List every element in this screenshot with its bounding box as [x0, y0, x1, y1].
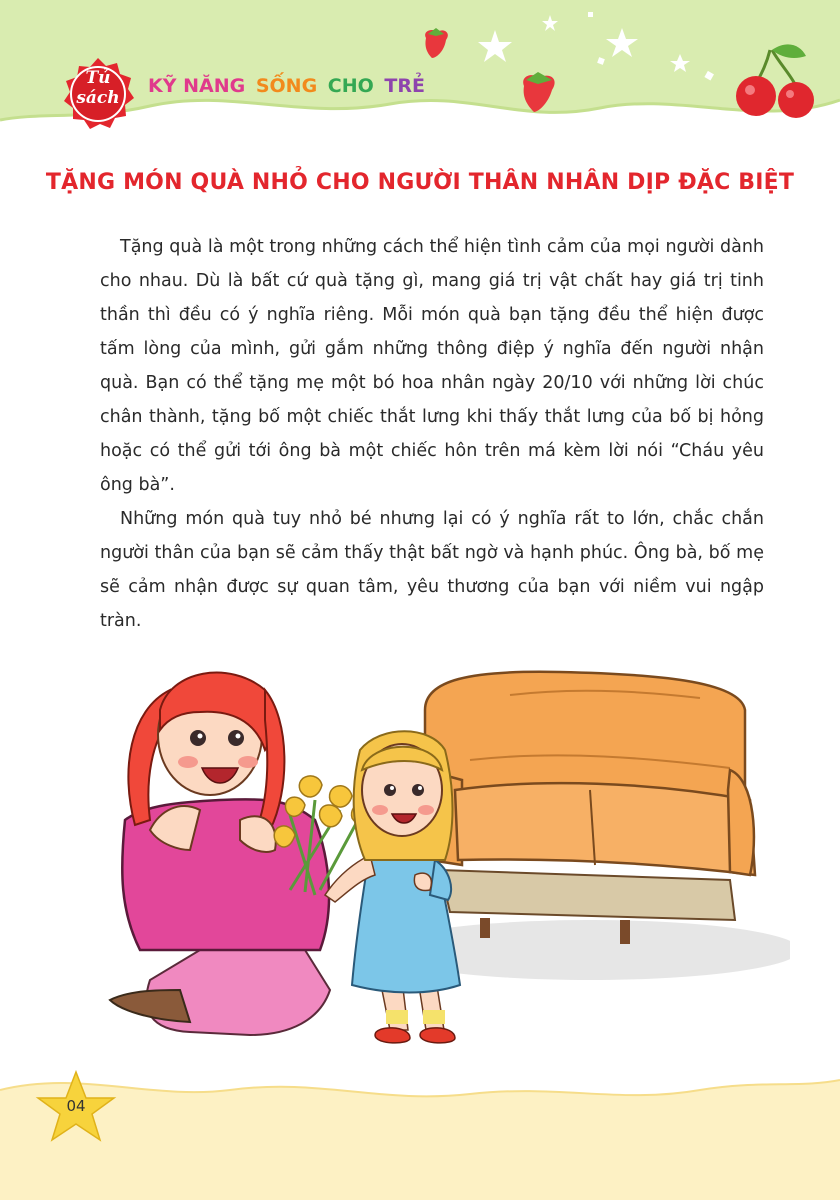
page-title: TẶNG MÓN QUÀ NHỎ CHO NGƯỜI THÂN NHÂN DỊP ĐẶC BIỆT [45, 170, 795, 195]
star-icons [478, 12, 714, 80]
sofa-illustration [414, 672, 755, 944]
series-title-part-1: KỸ NĂNG [148, 75, 246, 97]
series-title [146, 74, 427, 98]
series-badge-label [62, 68, 134, 108]
badge-line-2: sách [76, 88, 120, 108]
strawberry-icon [523, 72, 554, 112]
series-title-part-4: TRẺ [384, 75, 425, 97]
gift-illustration [90, 650, 790, 1070]
mother-illustration [110, 673, 330, 1035]
cherry-icon [736, 44, 814, 118]
page-number: 04 [66, 1097, 86, 1115]
strawberry-icon [425, 28, 448, 58]
paragraph-1: Tặng quà là một trong những cách thể hiện tình cảm của mọi người dành cho nhau. Dù là bất cứ quà tặng gì, mang giá trị vật chất hay giá trị tinh thần thì đều có ý nghĩa riêng. Mỗi món quà bạn tặng đều thể hiện được tấm lòng của mình, gửi gắm những thông điệp ý nghĩa đến người nhận quà. Bạn có thể tặng mẹ một bó hoa nhân ngày 20/10 với những lời chúc chân thành, tặng bố một chiếc thắt lưng khi thấy thắt lưng của bố bị hỏng hoặc có thể gửi tới ông bà một chiếc hôn trên má kèm lời nói “Cháu yêu ông bà”. [100, 237, 764, 495]
series-title-part-2: SỐNG [255, 75, 318, 97]
footer-wave-background [0, 1060, 840, 1200]
badge-line-1: Tủ [85, 68, 111, 88]
paragraph-2: Những món quà tuy nhỏ bé nhưng lại có ý nghĩa rất to lớn, chắc chắn người thân của bạn sẽ cảm thấy thật bất ngờ và hạnh phúc. Ông bà, bố mẹ sẽ cảm nhận được sự quan tâm, yêu thương của bạn với niềm vui ngập tràn. [100, 509, 764, 631]
series-title-part-3: CHO [327, 75, 374, 97]
article-body [100, 230, 764, 638]
child-illustration [325, 731, 460, 1043]
